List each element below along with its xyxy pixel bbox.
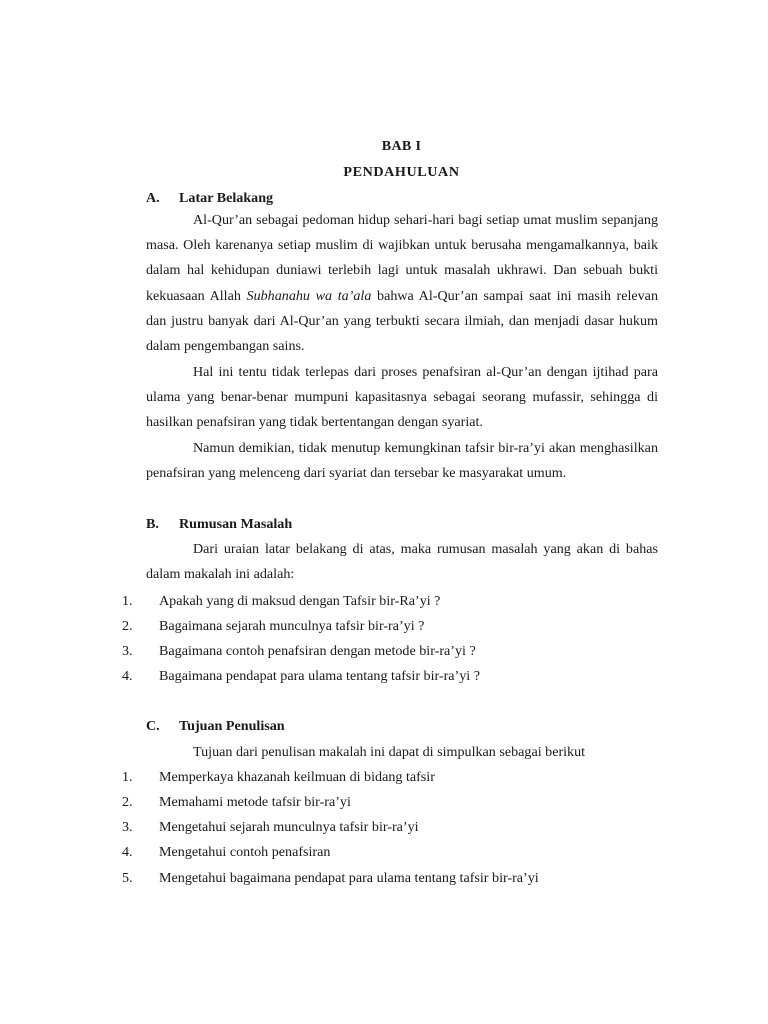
list-text: Memperkaya khazanah keilmuan di bidang tafsir xyxy=(159,769,435,785)
section-a-p2-text: Hal ini tentu tidak terlepas dari proses penafsiran al-Qur’an dengan ijtihad para ulama yang benar-benar mumpuni kapasitasnya sebagai seorang mufassir, sehingga di hasilkan penafsiran yang tidak bertentangan dengan syariat. xyxy=(146,364,658,431)
section-a-p1-text-end: bahwa Al-Qur’an sampai saat ini masih relevan dan justru banyak dari Al-Qur’an yang terbukti secara ilmiah, dan menjadi dasar hukum dalam pengembangan sains. xyxy=(146,287,658,355)
list-number: 1. xyxy=(122,769,133,785)
list-item xyxy=(122,869,539,887)
list-item xyxy=(122,592,440,610)
section-c-intro: Tujuan dari penulisan makalah ini dapat di simpulkan sebagai berikut xyxy=(193,744,586,760)
list-text: Mengetahui contoh penafsiran xyxy=(159,844,331,860)
chapter-title: PENDAHULUAN xyxy=(343,164,460,180)
list-text: Apakah yang di maksud dengan Tafsir bir-Ra’yi ? xyxy=(159,593,441,609)
list-number: 5. xyxy=(122,870,133,886)
section-a-paragraph-1 xyxy=(146,208,658,359)
list-item xyxy=(122,818,419,836)
list-item xyxy=(122,642,476,660)
list-number: 2. xyxy=(122,618,133,634)
section-a-heading xyxy=(146,189,273,207)
section-c-title: Tujuan Penulisan xyxy=(179,718,285,734)
list-number: 2. xyxy=(122,794,133,810)
section-b-letter: B. xyxy=(146,516,159,532)
list-item xyxy=(122,793,351,811)
section-c-letter: C. xyxy=(146,718,160,734)
list-item xyxy=(122,617,424,635)
section-b-intro-text: Dari uraian latar belakang di atas, maka rumusan masalah yang akan di bahas dalam makalah ini adalah: xyxy=(146,541,658,583)
list-text: Bagaimana pendapat para ulama tentang tafsir bir-ra’yi ? xyxy=(159,668,480,684)
section-a-title: Latar Belakang xyxy=(179,190,274,206)
section-a-paragraph-2 xyxy=(146,360,658,436)
chapter-number: BAB I xyxy=(381,138,422,154)
section-a-p1-text-start: Al-Qur’an sebagai pedoman hidup sehari-hari bagi setiap umat muslim sepanjang masa. Oleh karenanya setiap muslim di wajibkan untuk berusaha mengamalkannya, baik dalam hal kehidupan duniawi terlebih lagi untuk masalah ukhrawi. Dan sebuah bukti kekuasaan Allah xyxy=(146,212,658,304)
section-a-paragraph-3 xyxy=(146,436,658,486)
list-number: 3. xyxy=(122,819,133,835)
section-a-p3-text: Namun demikian, tidak menutup kemungkinan tafsir bir-ra’yi akan menghasilkan penafsiran yang melenceng dari syariat dan tersebar ke masyarakat umum. xyxy=(146,440,658,482)
list-number: 4. xyxy=(122,844,133,860)
section-b-title: Rumusan Masalah xyxy=(179,516,293,532)
section-c-heading xyxy=(146,717,285,735)
list-number: 1. xyxy=(122,593,133,609)
section-b-heading xyxy=(146,515,292,533)
list-text: Bagaimana sejarah munculnya tafsir bir-ra’yi ? xyxy=(159,618,425,634)
section-a-p1-italic: Subhanahu wa ta’ala xyxy=(246,287,372,304)
list-item xyxy=(122,667,480,685)
section-b-intro xyxy=(146,537,658,587)
list-text: Mengetahui bagaimana pendapat para ulama tentang tafsir bir-ra’yi xyxy=(159,870,539,886)
list-item xyxy=(122,768,435,786)
section-a-letter: A. xyxy=(146,190,160,206)
list-number: 3. xyxy=(122,643,133,659)
list-item xyxy=(122,843,330,861)
list-text: Memahami metode tafsir bir-ra’yi xyxy=(159,794,351,810)
list-number: 4. xyxy=(122,668,133,684)
list-text: Mengetahui sejarah munculnya tafsir bir-ra’yi xyxy=(159,819,419,835)
list-text: Bagaimana contoh penafsiran dengan metode bir-ra’yi ? xyxy=(159,643,476,659)
